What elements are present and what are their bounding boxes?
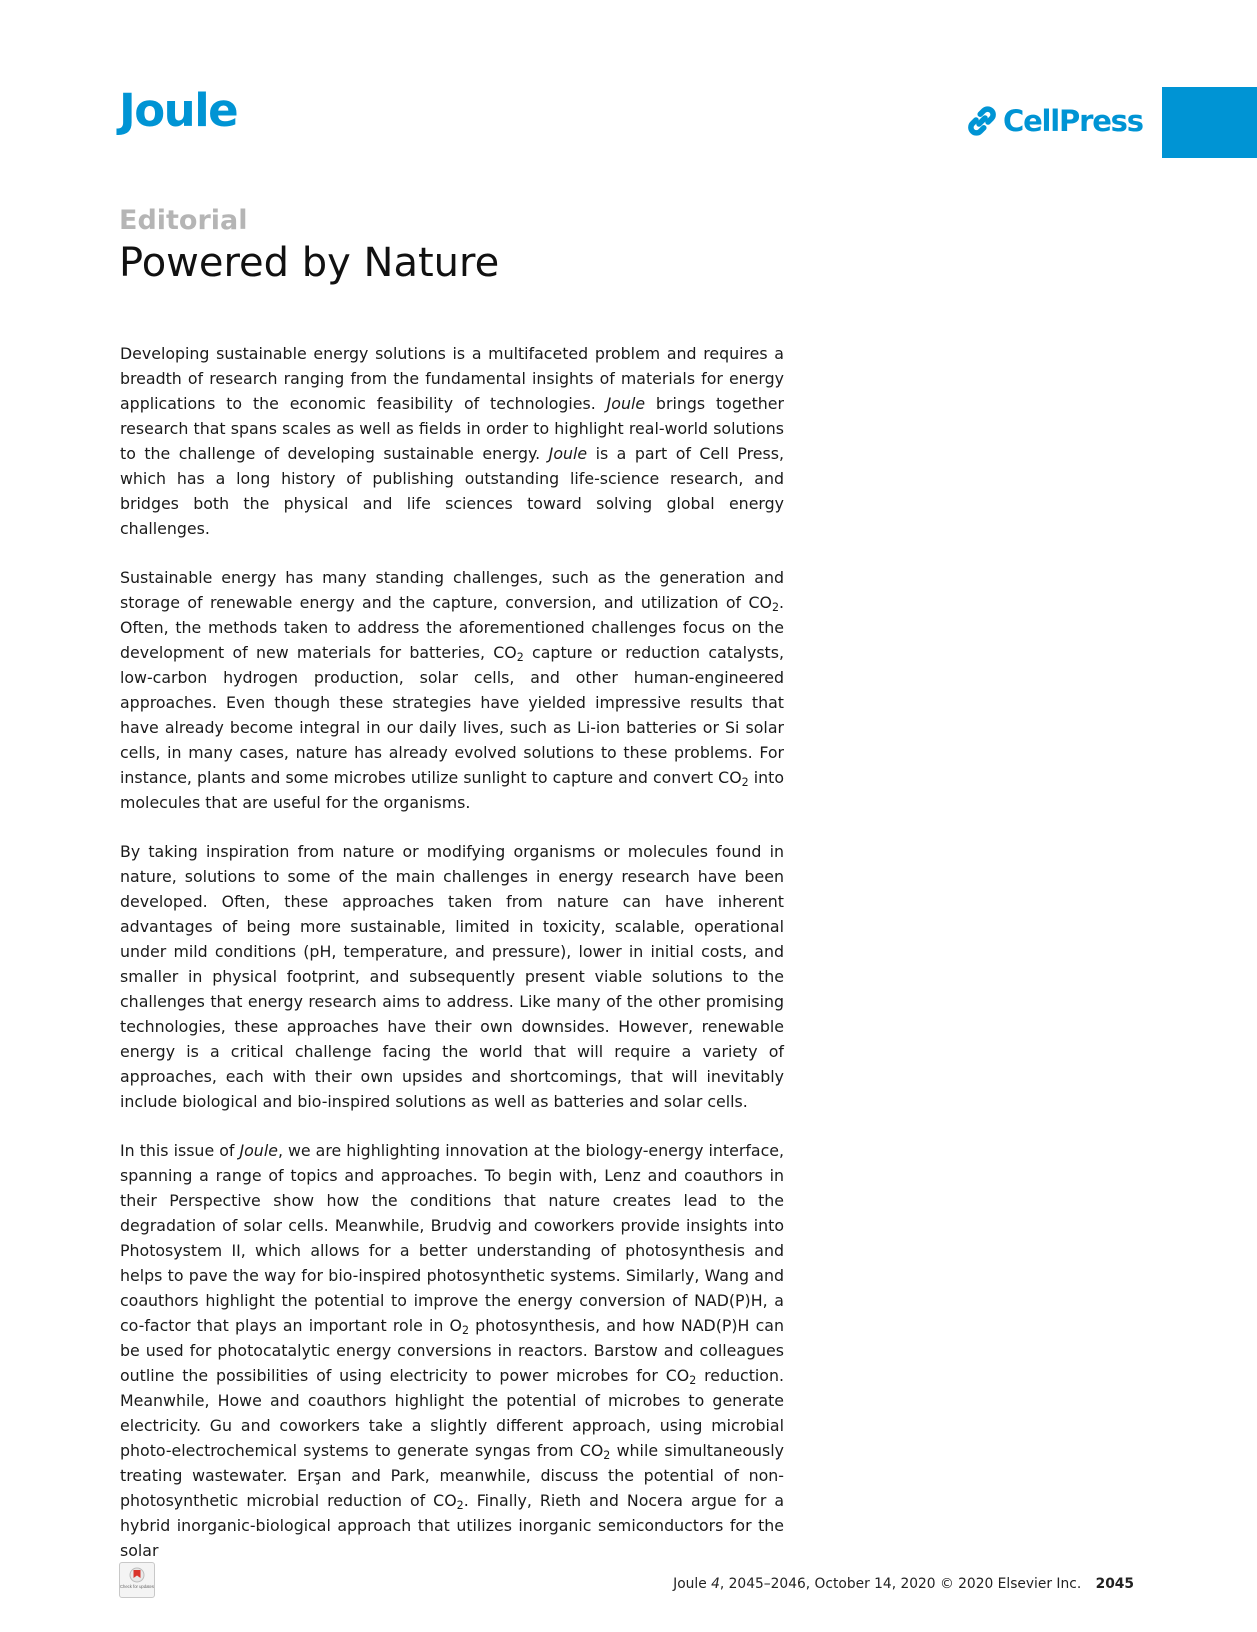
- footer-journal: Joule: [673, 1576, 707, 1592]
- article-body: [120, 341, 784, 1563]
- text-run: . Finally, Rieth and Nocera argue for a hybrid inorganic-biological approach that utilizes inorganic semiconductors for the solar: [120, 1491, 785, 1560]
- footer-citation: , 2045–2046, October 14, 2020 © 2020 Elsevier Inc.: [719, 1576, 1082, 1592]
- text-run: . Often, the methods taken to address the aforementioned challenges focus on the development of new materials for batteries, CO: [120, 593, 784, 662]
- text-run: while simultaneously treating wastewater. Erşan and Park, meanwhile, discuss the potential of non-photosynthetic microbial reduction of CO: [120, 1441, 784, 1510]
- corner-color-tab: [1162, 87, 1257, 158]
- body-paragraph: [120, 839, 784, 1114]
- subscript: 2: [516, 650, 524, 664]
- subscript: 2: [771, 600, 779, 614]
- text-run: is a part of Cell Press, which has a long history of publishing outstanding life-science research, and bridges both the physical and life sciences toward solving global energy challenges.: [120, 444, 784, 538]
- text-run: By taking inspiration from nature or modifying organisms or molecules found in nature, solutions to some of the main challenges in energy research have been developed. Often, these approaches taken from nature can have inherent advantages of being more sustainable, limited in toxicity, scalable, operational under mild conditions (pH, temperature, and pressure), lower in initial costs, and smaller in physical footprint, and subsequently present viable solutions to the challenges that energy research aims to address. Like many of the other promising technologies, these approaches have their own downsides. However, renewable energy is a critical challenge facing the world that will require a variety of approaches, each with their own upsides and shortcomings, that will inevitably include biological and bio-inspired solutions as well as batteries and solar cells.: [120, 842, 784, 1111]
- text-run: brings together research that spans scales as well as fields in order to highlight real-world solutions to the challenge of developing sustainable energy.: [120, 394, 784, 463]
- subscript: 2: [461, 1323, 470, 1337]
- publisher-name: CellPress: [1003, 103, 1143, 138]
- subscript: 2: [603, 1448, 611, 1462]
- page-number: 2045: [1095, 1576, 1134, 1592]
- page-footer: [600, 1576, 1134, 1592]
- cellpress-link-icon: [965, 104, 999, 138]
- publisher-logo: [965, 104, 1143, 138]
- body-paragraph: [120, 1138, 784, 1563]
- body-paragraph: [120, 341, 784, 541]
- text-run: In this issue of: [120, 1141, 240, 1160]
- text-run: reduction. Meanwhile, Howe and coauthors highlight the potential of microbes to generate electricity. Gu and coworkers take a slightly different approach, using microbial photo-electrochemical systems to generate syngas from CO: [120, 1366, 784, 1460]
- text-run: capture or reduction catalysts, low-carbon hydrogen production, solar cells, and other human-engineered approaches. Even though these strategies have yielded impressive results that have already become integral in our daily lives, such as Li-ion batteries or Si solar cells, in many cases, nature has already evolved solutions to these problems. For instance, plants and some microbes utilize sunlight to capture and convert CO: [120, 643, 784, 787]
- article-title: Powered by Nature: [119, 240, 500, 286]
- body-paragraph: [120, 565, 784, 815]
- italic-journal-name: Joule: [239, 1141, 278, 1160]
- section-label: Editorial: [119, 205, 248, 236]
- italic-journal-name: Joule: [606, 394, 646, 413]
- subscript: 2: [456, 1498, 464, 1512]
- text-run: photosynthesis, and how NAD(P)H can be used for photocatalytic energy conversions in reactors. Barstow and colleagues outline the possibilities of using electricity to power microbes for CO: [120, 1316, 784, 1385]
- check-for-updates-badge[interactable]: [119, 1562, 155, 1598]
- text-run: Sustainable energy has many standing challenges, such as the generation and storage of renewable energy and the capture, conversion, and utilization of CO: [120, 568, 784, 612]
- text-run: into molecules that are useful for the organisms.: [120, 768, 785, 812]
- text-run: Developing sustainable energy solutions is a multifaceted problem and requires a breadth of research ranging from the fundamental insights of materials for energy applications to the economic feasibility of technologies.: [120, 344, 784, 413]
- journal-logo: Joule: [119, 84, 238, 137]
- badge-label: Check for updates: [120, 1584, 154, 1589]
- italic-journal-name: Joule: [548, 444, 588, 463]
- subscript: 2: [689, 1373, 697, 1387]
- text-run: , we are highlighting innovation at the biology-energy interface, spanning a range of topics and approaches. To begin with, Lenz and coauthors in their Perspective show how the conditions that nature creates lead to the degradation of solar cells. Meanwhile, Brudvig and coworkers provide insights into Photosystem II, which allows for a better understanding of photosynthesis and helps to pave the way for bio-inspired photosynthetic systems. Similarly, Wang and coauthors highlight the potential to improve the energy conversion of NAD(P)H, a co-factor that plays an important role in O: [120, 1141, 784, 1335]
- check-for-updates-icon: [120, 1563, 154, 1597]
- footer-volume: 4: [711, 1576, 720, 1592]
- subscript: 2: [741, 775, 749, 789]
